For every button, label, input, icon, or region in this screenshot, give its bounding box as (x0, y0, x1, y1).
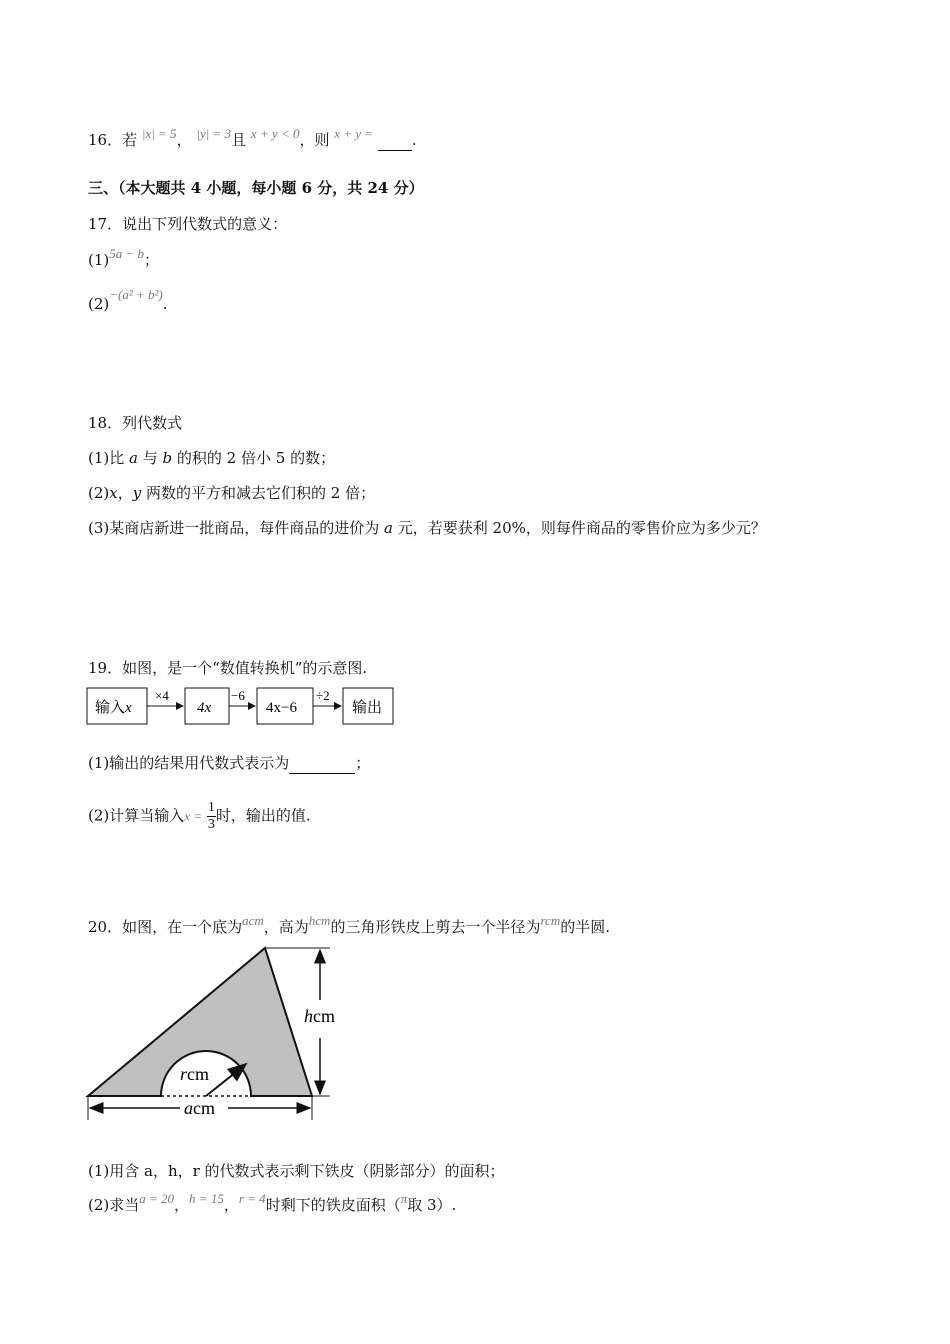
q17-part1 (88, 246, 160, 271)
q20-part2 (88, 1191, 457, 1216)
q20-p2-text-c: 取 3）. (407, 1196, 457, 1214)
q20-part1: (1)用含 a，h，r 的代数式表示剩下铁皮（阴影部分）的面积； (88, 1162, 505, 1180)
q18-p1-text-b: 与 (137, 449, 163, 467)
section-3-title: 三、（本大题共 4 小题，每小题 6 分，共 24 分） (88, 179, 424, 197)
q19-part2 (88, 800, 311, 833)
q17-p2-label: (2) (88, 295, 110, 313)
q17-p1-label: (1) (88, 251, 110, 269)
q19-p1-end: ； (355, 754, 371, 772)
op-multiply-4: ×4 (155, 688, 169, 703)
q17-p2-expr: −(a² + b²) (109, 287, 163, 302)
output-box-label: 输出 (352, 700, 383, 716)
q20-val-a: a = 20 (139, 1191, 175, 1206)
input-box-label: 输入x (95, 700, 132, 716)
q16-if: 若 (122, 131, 138, 149)
q17-title: 17．说出下列代数式的意义： (88, 215, 288, 233)
q19-p2-expr: x = (184, 808, 203, 824)
q20-title-c: 的三角形铁皮上剪去一个半径为 (330, 918, 541, 936)
radius-arrow (206, 1064, 246, 1096)
q19-p2-text-a: (2)计算当输入 (88, 806, 185, 825)
q17-p1-end: ； (144, 251, 160, 269)
op-minus-6: −6 (231, 688, 245, 703)
q16-comma: ， (176, 131, 192, 149)
q20-base-expr: acm (242, 913, 264, 928)
q20-title-b: ，高为 (263, 918, 309, 936)
q20-title-a: 20．如图，在一个底为 (88, 918, 243, 936)
op-divide-2: ÷2 (316, 688, 330, 703)
q18-p2-var-y: y (132, 484, 142, 502)
box-4x-label: 4x (197, 700, 212, 716)
q19-answer-blank (289, 753, 355, 774)
fraction-one-third (207, 800, 216, 833)
q20-title (88, 913, 610, 938)
q18-p1-text-c: 的积的 2 倍小 5 的数； (172, 449, 336, 467)
q16-end: . (411, 131, 417, 149)
q20-val-r: r = 4 (238, 1191, 266, 1206)
q18-p3-text-a: (3)某商店新进一批商品，每件商品的进价为 (88, 519, 385, 537)
q18-p3-text-b: 元，若要获利 20%，则每件商品的零售价应为多少元？ (392, 519, 766, 537)
q18-p3-var-a: a (384, 519, 393, 537)
q20-val-h: h = 15 (189, 1191, 224, 1206)
q18-p1-var-b: b (162, 449, 173, 467)
conversion-machine-diagram (85, 684, 405, 730)
q20-p2-comma-2: ， (223, 1196, 239, 1214)
q18-p2-var-x: x (109, 484, 118, 502)
base-label: acm (184, 1098, 215, 1118)
q18-title: 18．列代数式 (88, 414, 183, 432)
q17-p1-expr: 5a − b (109, 246, 145, 261)
q18-part2 (88, 483, 375, 503)
fraction-numerator: 1 (207, 800, 215, 815)
q18-p1-text-a: (1)比 (88, 449, 130, 467)
q16-answer-blank (378, 130, 412, 151)
q19-title: 19．如图，是一个“数值转换机”的示意图. (88, 659, 368, 677)
radius-label: rcm (180, 1064, 210, 1084)
q19-p2-text-b: 时，输出的值. (215, 806, 311, 825)
q20-p2-text-a: (2)求当 (88, 1196, 140, 1214)
box-4x-minus-6-label: 4x−6 (266, 700, 297, 716)
q16-cond2: |y| = 3 (196, 126, 232, 141)
q16-line (88, 126, 417, 151)
q18-p1-var-a: a (129, 449, 138, 467)
q20-pi: π (400, 1191, 408, 1206)
q18-p2-text: 两数的平方和减去它们积的 2 倍； (141, 484, 376, 502)
q16-cond1: |x| = 5 (141, 126, 177, 141)
q20-p2-text-b: 时剩下的铁皮面积（ (265, 1196, 401, 1214)
q16-expr: x + y = (334, 126, 374, 141)
q18-part1 (88, 448, 335, 468)
triangle-figure (80, 940, 370, 1130)
q20-radius-expr: rcm (540, 913, 561, 928)
q19-part1 (88, 753, 370, 774)
height-label: hcm (304, 1006, 335, 1026)
q16-then: ，则 (299, 131, 330, 149)
q17-p2-end: . (162, 295, 168, 313)
q17-part2 (88, 287, 168, 315)
q20-title-d: 的半圆. (560, 918, 610, 936)
q20-p2-comma-1: ， (174, 1196, 190, 1214)
q16-cond3: x + y < 0 (250, 126, 300, 141)
fraction-denominator: 3 (207, 817, 215, 832)
q16-number: 16． (88, 131, 123, 149)
q19-p1-text: (1)输出的结果用代数式表示为 (88, 754, 290, 772)
q18-part3 (88, 518, 766, 538)
q20-height-expr: hcm (308, 913, 331, 928)
q16-and: 且 (231, 131, 247, 149)
q18-p2-comma: ， (117, 484, 133, 502)
q18-p2-label: (2) (88, 484, 110, 502)
